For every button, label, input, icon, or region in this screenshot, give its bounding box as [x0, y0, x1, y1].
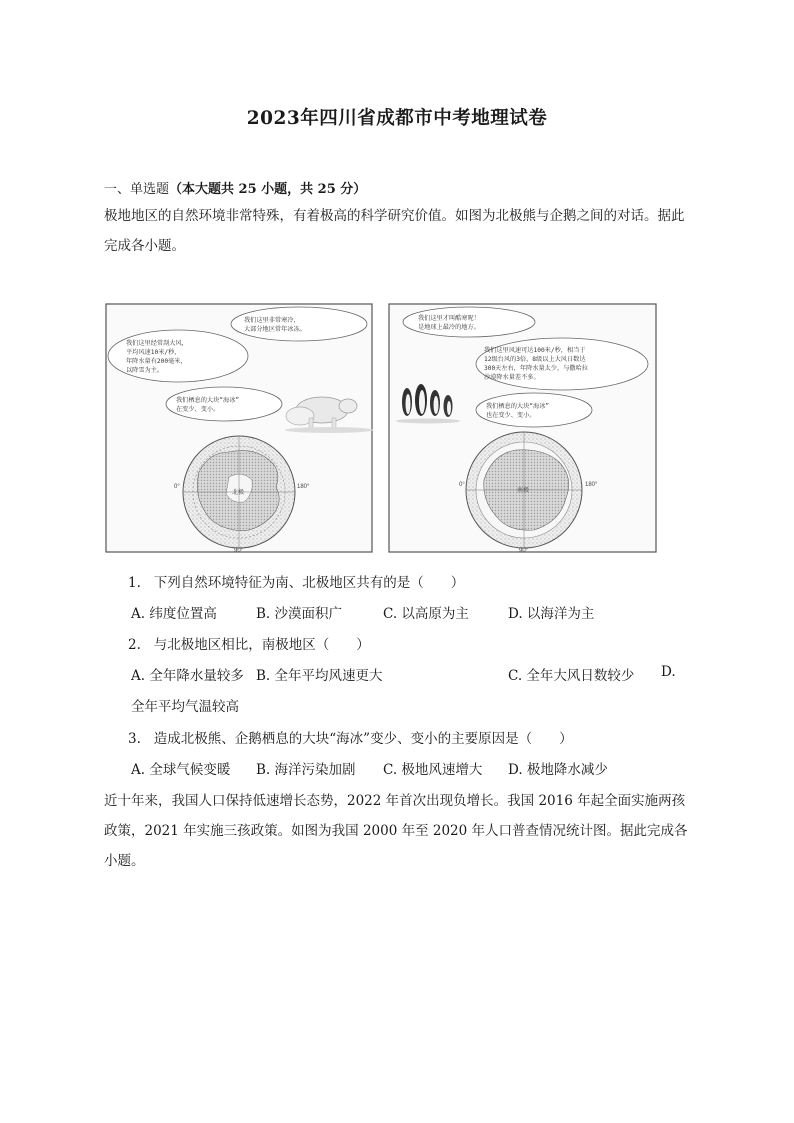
arctic-bubble-1-line1: 我们这里非常寒冷，: [244, 317, 300, 324]
question-1: [128, 571, 464, 591]
q3-option-d: D. 极地降水减少: [508, 762, 608, 778]
q1-option-d: D. 以海洋为主: [508, 606, 595, 622]
section-heading-label: 一、单选题: [104, 182, 170, 197]
arctic-panel: [106, 304, 373, 554]
exam-title: 2023年四川省成都市中考地理试卷: [246, 108, 548, 129]
antarctic-map-label-pole: 南极: [517, 488, 530, 494]
arctic-map-label-90: 90°: [234, 548, 244, 554]
question-1-stem: 下列自然环境特征为南、北极地区共有的是（ ）: [153, 575, 465, 591]
arctic-bubble-1-line2: 大部分地区常年冰冻。: [244, 326, 306, 333]
section-heading: [104, 178, 366, 197]
q3-option-c: C. 极地风速增大: [383, 762, 483, 778]
question-3: [128, 727, 573, 747]
arctic-bubble-2-line1: 我们这里经常刮大风，: [126, 340, 188, 347]
antarctic-bubble-3-line2: 也在变少、变小。: [486, 412, 536, 419]
antarctic-map-label-0: 0°: [459, 482, 465, 488]
arctic-bubble-1: [231, 307, 367, 341]
section-heading-note: （本大题共 25 小题，共 25 分）: [169, 182, 367, 197]
arctic-bubble-3-line1: 我们栖息的大块“海冰”: [176, 397, 240, 404]
antarctic-bubble-1-line1: 我们这里才叫酷寒呢！: [418, 315, 480, 322]
arctic-bubble-2-line3: 年降水量有200毫米，: [126, 358, 187, 365]
arctic-bubble-3: [166, 387, 282, 421]
q2-option-d-label: D.: [661, 664, 676, 680]
q1-option-b: B. 沙漠面积广: [256, 606, 343, 622]
antarctic-bubble-3: [476, 393, 592, 427]
antarctic-bubble-3-line1: 我们栖息的大块“海冰”: [486, 403, 550, 410]
question-3-number: 3.: [128, 731, 141, 747]
passage-population: 近十年来，我国人口保持低速增长态势，2022 年首次出现负增长。我国 2016 年起全面实施两孩政策，2021 年实施三孩政策。如图为我国 2000 年至 2020 年人口普查情况统计图。据此完成各小题。: [104, 793, 688, 869]
passage-polar: 极地地区的自然环境非常特殊，有着极高的科学研究价值。如图为北极熊与企鹅之间的对话。据此完成各小题。: [104, 208, 685, 254]
arctic-map-label-180: 180°: [297, 484, 310, 490]
arctic-bubble-3-line2: 在变少、变小。: [176, 406, 220, 413]
q2-option-d-text: 全年平均气温较高: [131, 699, 239, 715]
question-3-stem: 造成北极熊、企鹅栖息的大块“海冰”变少、变小的主要原因是（ ）: [153, 731, 573, 747]
question-2-number: 2.: [128, 637, 141, 653]
polar-dialogue-figure: [104, 302, 658, 554]
q3-option-a: A. 全球气候变暖: [131, 762, 231, 778]
arctic-bubble-2: [108, 330, 248, 382]
q1-option-a: A. 纬度位置高: [131, 606, 217, 622]
antarctic-bubble-2-line4: 沙漠降水量差不多。: [484, 374, 540, 381]
q2-option-a: A. 全年降水量较多: [131, 668, 244, 684]
antarctic-bubble-2-line1: 我们这里风速可达100米/秒，相当于: [484, 347, 586, 354]
antarctic-bubble-2-line3: 300天左右，年降水量太少，与撒哈拉: [484, 365, 588, 372]
q1-option-c: C. 以高原为主: [383, 606, 469, 622]
arctic-bubble-2-line4: 以降雪为主。: [126, 367, 164, 374]
question-1-number: 1.: [128, 575, 141, 591]
question-2: [128, 633, 370, 653]
antarctic-bubble-1: [403, 307, 535, 337]
q2-option-c: C. 全年大风日数较少: [508, 668, 635, 684]
q3-option-b: B. 海洋污染加剧: [256, 762, 356, 778]
antarctic-bubble-1-line2: 是地球上最冷的地方。: [418, 324, 480, 331]
antarctic-map-label-90: 90°: [519, 548, 529, 554]
antarctic-bubble-2-line2: 12级台风的3倍，8级以上大风日数达: [484, 356, 586, 363]
antarctic-panel: [389, 304, 656, 554]
q2-option-b: B. 全年平均风速更大: [256, 668, 383, 684]
antarctic-bubble-2: [476, 338, 648, 390]
question-2-stem: 与北极地区相比，南极地区（ ）: [153, 637, 370, 653]
arctic-map-label-0: 0°: [174, 484, 180, 490]
arctic-bubble-2-line2: 平均风速10米/秒，: [126, 349, 181, 356]
antarctic-map-label-180: 180°: [585, 482, 598, 488]
arctic-map-label-pole: 北极: [232, 490, 245, 496]
